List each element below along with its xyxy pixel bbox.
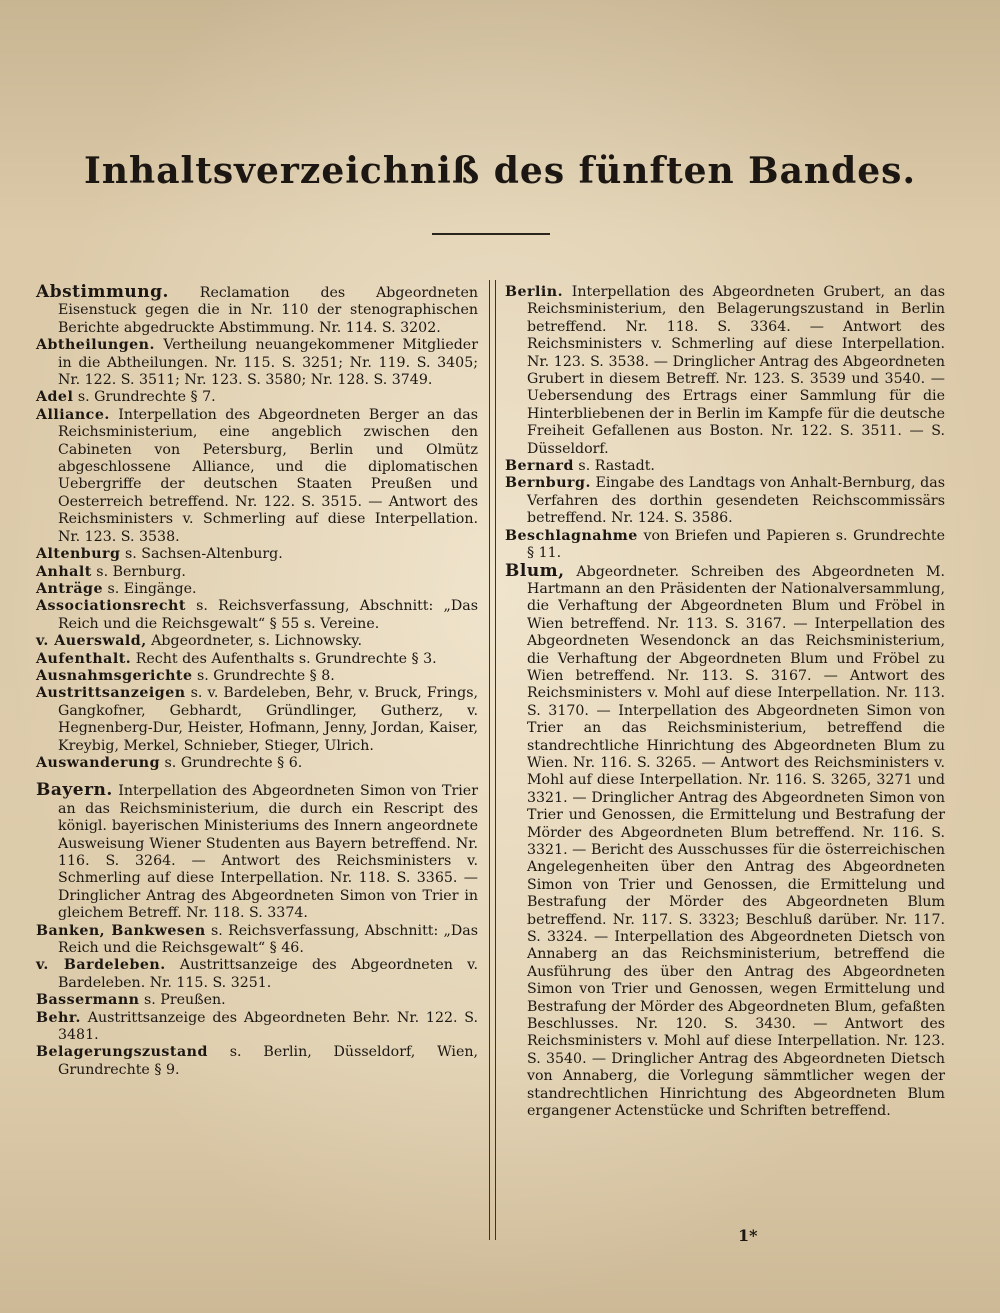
entry-head: Auswanderung: [36, 754, 161, 771]
entry-text: s. Grundrechte § 8.: [192, 667, 335, 684]
entry-text: s. Preußen.: [139, 992, 226, 1009]
entry-text: s. Eingänge.: [103, 580, 197, 597]
entry-text: Austrittsanzeige des Abgeordneten v. Bardeleben. Nr. 115. S. 3251.: [58, 957, 478, 991]
entry-text: s. Reichsverfassung, Abschnitt: „Das Reich und die Reichsgewalt“ § 55 s. Vereine.: [58, 598, 478, 632]
entry-head: Bernard: [505, 458, 574, 475]
entry-text: s. Bernburg.: [91, 563, 186, 580]
right-column: [505, 284, 945, 1121]
entry-text: Recht des Aufenthalts s. Grundrechte § 3.: [131, 650, 437, 667]
index-entry: [36, 957, 478, 992]
entry-text: Interpellation des Abgeordneten Simon von Trier an das Reichsministerium, die durch ein Rescript des königl. bayerischen Ministeriums des Innern angeordnete Ausweisung Wiener Studenten aus Bayern betreffend. Nr. 116. S. 3264. — Antwort des Reichsministers v. Schmerling auf diese Interpellation. Nr. 118. S. 3365. — Dringlicher Antrag des Abgeordneten Simon von Trier in gleichem Betreff. Nr. 118. S. 3374.: [58, 783, 478, 922]
index-entry: [36, 992, 478, 1009]
entry-head: Abstimmung.: [36, 282, 169, 302]
entry-head: Alliance.: [36, 406, 110, 423]
index-entry: [36, 923, 478, 958]
entry-head: v. Auerswald,: [36, 633, 147, 650]
column-divider: [489, 280, 496, 1240]
index-entry: [36, 581, 478, 598]
entry-text: Interpellation des Abgeordneten Grubert, an das Reichsministerium, den Belagerungszustand in Berlin betreffend. Nr. 118. S. 3364. — Antwort des Reichsministers v. Schmerling auf diese Interpellation. Nr. 123. S. 3538. — Dringlicher Antrag des Abgeordneten Grubert in diesem Betreff. Nr. 123. S. 3539 und 3540. — Uebersendung des Ertrags einer Sammlung für die Hinterbliebenen der in Berlin im Kampfe für die deutsche Freiheit Gefallenen aus Boston. Nr. 122. S. 3511. — S. Düsseldorf.: [527, 284, 945, 457]
index-entry: [36, 337, 478, 389]
entry-head: Anhalt: [36, 563, 92, 580]
entry-text: von Briefen und Papieren s. Grundrechte § 11.: [527, 527, 945, 562]
index-entry: [36, 546, 478, 563]
left-column: [36, 284, 478, 1079]
entry-text: Vertheilung neuangekommener Mitglieder in die Abtheilungen. Nr. 115. S. 3251; Nr. 119. S. 3405; Nr. 122. S. 3511; Nr. 123. S. 3580; Nr. 128. S. 3749.: [58, 337, 478, 389]
entry-text: s. v. Bardeleben, Behr, v. Bruck, Frings, Gangkofner, Gebhardt, Gründlinger, Gutherz, v. Hegnenberg-Dur, Heister, Hofmann, Jenny, Jordan, Kaiser, Kreybig, Merkel, Schnieber, Stieger, Ulrich.: [58, 685, 478, 754]
index-entry: [505, 284, 945, 458]
entry-head: Anträge: [36, 580, 103, 597]
index-entry: [505, 560, 945, 1121]
entry-head: Bassermann: [36, 992, 140, 1009]
entry-head: Beschlagnahme: [505, 527, 638, 544]
entry-head: Aufenthalt.: [36, 650, 132, 667]
entry-head: Blum,: [505, 560, 565, 581]
entry-text: Eingabe des Landtags von Anhalt-Bernburg, das Verfahren des dorthin gesendeten Reichscommissärs betreffend. Nr. 124. S. 3586.: [527, 475, 945, 527]
entry-text: Abgeordneter, s. Lichnowsky.: [146, 633, 362, 650]
index-entry: [36, 651, 478, 668]
entry-text: Interpellation des Abgeordneten Berger an das Reichsministerium, eine angeblich zwischen den Cabineten von Petersburg, Berlin und Olmütz abgeschlossene Alliance, und die diplomatischen Uebergriffe der deutschen Staaten Preußen und Oesterreich betreffend. Nr. 122. S. 3515. — Antwort des Reichsministers v. Schmerling auf diese Interpellation. Nr. 123. S. 3538.: [58, 406, 478, 545]
page-title: Inhaltsverzeichniß des fünften Bandes.: [84, 150, 916, 192]
entry-head: Altenburg: [36, 546, 121, 563]
index-entry: [36, 389, 478, 406]
entry-head: Ausnahmsgerichte: [36, 667, 193, 684]
entry-text: Reclamation des Abgeordneten Eisenstuck gegen die in Nr. 110 der stenographischen Berichte abgedruckte Abstimmung. Nr. 114. S. 3202.: [58, 285, 478, 336]
index-entry: [36, 633, 478, 650]
entry-text: s. Rastadt.: [573, 458, 655, 475]
entry-text: s. Grundrechte § 7.: [73, 389, 216, 406]
index-entry: [36, 782, 478, 922]
entry-text: s. Reichsverfassung, Abschnitt: „Das Reich und die Reichsgewalt“ § 46.: [58, 922, 479, 957]
entry-head: Associationsrecht: [36, 598, 186, 615]
index-entry: [36, 598, 478, 633]
entry-text: s. Grundrechte § 6.: [160, 754, 303, 771]
entry-text: Abgeordneter. Schreiben des Abgeordneten M. Hartmann an den Präsidenten der Nationalversammlung, die Verhaftung der Abgeordneten Blum und Fröbel in Wien betreffend. Nr. 113. S. 3167. — Interpellation des Abgeordneten Wesendonck an das Reichsministerium, die Verhaftung der Abgeordneten Blum und Fröbel zu Wien betreffend. Nr. 113. S. 3167. — Antwort des Reichsministers v. Mohl auf diese Interpellation. Nr. 113. S. 3170. — Interpellation des Abgeordneten Simon von Trier an das Reichsministerium, betreffend die standrechtliche Hinrichtung des Abgeordneten Blum zu Wien. Nr. 116. S. 3265. — Antwort des Reichsministers v. Mohl auf diese Interpellation. Nr. 116. S. 3265, 3271 und 3321. — Dringlicher Antrag des Abgeordneten Simon von Trier und Genossen, die Ermittelung und Bestrafung der Mörder des Abgeordneten Blum betreffend. Nr. 116. S. 3321. — Bericht des Ausschusses für die österreichischen Angelegenheiten über den Antrag des Abgeordneten Simon von Trier und Genossen, die Ermittelung und Bestrafung der Mörder des Abgeordneten Blum betreffend. Nr. 117. S. 3323; Beschluß darüber. Nr. 117. S. 3324. — Interpellation des Abgeordneten Dietsch von Annaberg an das Reichsministerium, betreffend die Ausführung des über den Antrag des Abgeordneten Simon von Trier und Genossen, wegen Ermittelung und Bestrafung der Mörder des Abgeordneten Blum, gefaßten Beschlusses. Nr. 120. S. 3430. — Antwort des Reichsministers v. Mohl auf diese Interpellation. Nr. 123. S. 3540. — Dringlicher Antrag des Abgeordneten Dietsch von Annaberg, die Vorlegung sämmtlicher wegen der standrechtlichen Hinrichtung des Abgeordneten Blum ergangener Actenstücke und Schriften betreffend.: [527, 563, 945, 1120]
index-entry: [36, 1044, 478, 1079]
index-entry: [36, 1010, 478, 1045]
entry-text: s. Berlin, Düsseldorf, Wien, Grundrechte § 9.: [58, 1044, 478, 1078]
entry-head: Abtheilungen.: [36, 337, 155, 354]
title-rule: [432, 233, 550, 235]
index-entry: [505, 458, 945, 475]
entry-head: Bernburg.: [505, 475, 591, 492]
index-entry: [36, 407, 478, 546]
page-number: 1*: [738, 1226, 758, 1245]
index-entry: [505, 528, 945, 563]
entry-head: Bayern.: [36, 780, 113, 801]
index-entry: [36, 284, 478, 337]
entry-text: s. Sachsen-Altenburg.: [120, 546, 283, 563]
entry-head: Austrittsanzeigen: [36, 685, 186, 702]
index-entry: [36, 564, 478, 581]
index-entry: [505, 475, 945, 527]
index-entry: [36, 668, 478, 685]
entry-head: Banken, Bankwesen: [36, 922, 206, 939]
index-entry: [36, 685, 478, 755]
index-entry: [36, 755, 478, 772]
entry-head: Berlin.: [505, 284, 564, 300]
entry-text: Austrittsanzeige des Abgeordneten Behr. Nr. 122. S. 3481.: [58, 1009, 478, 1044]
entry-head: Adel: [36, 389, 74, 406]
entry-head: v. Bardeleben.: [36, 957, 166, 974]
entry-head: Belagerungszustand: [36, 1044, 208, 1061]
entry-head: Behr.: [36, 1009, 81, 1026]
